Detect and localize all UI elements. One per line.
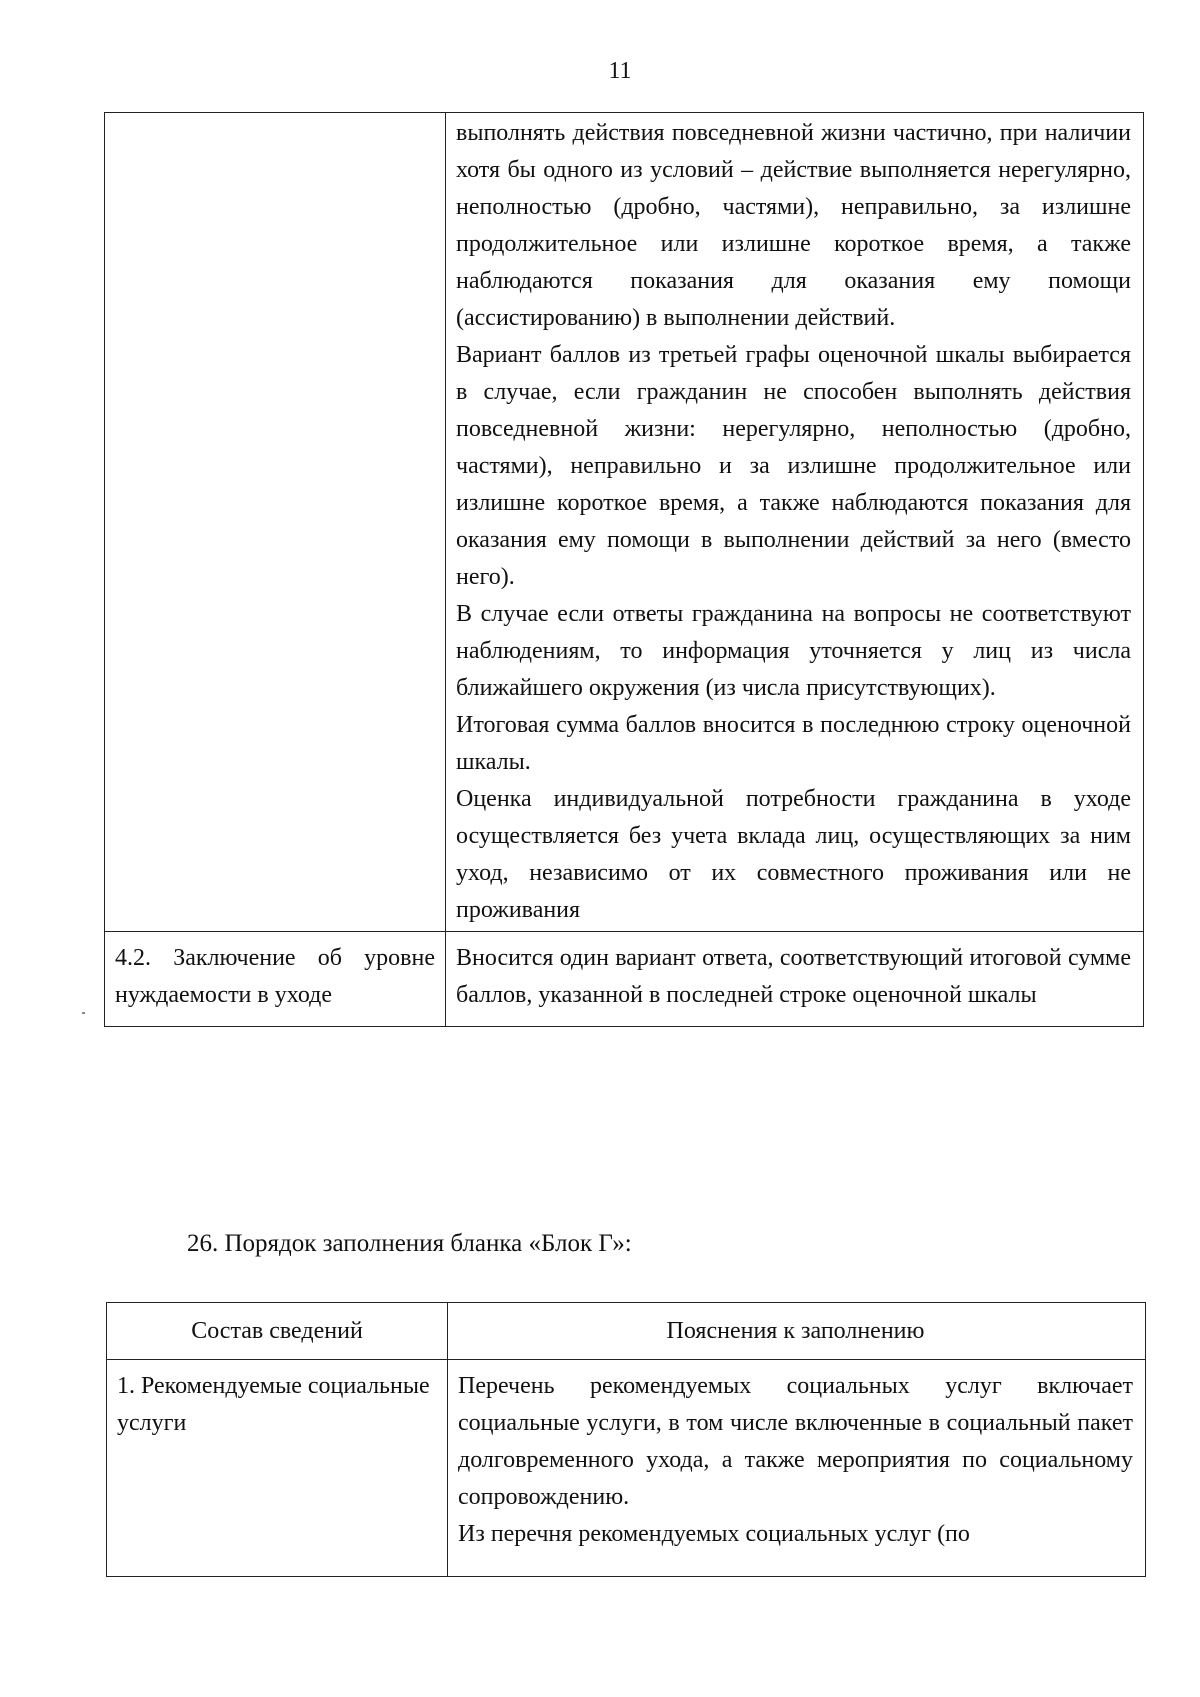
section-heading: 26. Порядок заполнения бланка «Блок Г»: <box>187 1230 632 1257</box>
paragraph: Перечень рекомендуемых социальных услуг включает социальные услуги, в том числе включенные в социальный пакет долговременного ухода, а также мероприятия по социальному сопровождению. <box>458 1373 1133 1510</box>
paragraph: Вносится один вариант ответа, соответствующий итоговой сумме баллов, указанной в последней строке оценочной шкалы <box>456 945 1131 1008</box>
table-header-row <box>107 1303 1146 1360</box>
paragraph: Из перечня рекомендуемых социальных услуг (по <box>458 1521 970 1547</box>
table-row <box>105 932 1144 1027</box>
instructions-table-continued <box>104 112 1144 1027</box>
block-g-table <box>106 1302 1146 1577</box>
paragraph: В случае если ответы гражданина на вопросы не соответствуют наблюдениям, то информация уточняется у лиц из числа ближайшего окружения (из числа присутствующих). <box>456 601 1131 701</box>
table-row <box>105 113 1144 932</box>
table-cell-right <box>446 113 1144 932</box>
paragraph: выполнять действия повседневной жизни частично, при наличии хотя бы одного из условий – действие выполняется нерегулярно, неполностью (дробно, частями), неправильно, за излишне продолжительное или излишне короткое время, а также наблюдаются показания для оказания ему помощи (ассистированию) в выполнении действий. <box>456 120 1131 331</box>
table-cell-left <box>105 113 446 932</box>
paragraph: Итоговая сумма баллов вносится в последнюю строку оценочной шкалы. <box>456 712 1131 775</box>
scan-speck <box>82 1012 85 1014</box>
paragraph: Оценка индивидуальной потребности гражданина в уходе осуществляется без учета вклада лиц, осуществляющих за ним уход, независимо от их совместного проживания или не проживания <box>456 786 1131 923</box>
paragraph: Вариант баллов из третьей графы оценочной шкалы выбирается в случае, если гражданин не способен выполнять действия повседневной жизни: нерегулярно, неполностью (дробно, частями), неправильно и за излишне продолжительное или излишне короткое время, а также наблюдаются показания для оказания ему помощи в выполнении действий за него (вместо него). <box>456 342 1131 590</box>
table-header-cell: Пояснения к заполнению <box>448 1303 1146 1360</box>
page-number: 11 <box>608 58 632 84</box>
table-cell-right <box>448 1360 1146 1577</box>
table-cell-right <box>446 932 1144 1027</box>
table-row <box>107 1360 1146 1577</box>
table-cell-left: 4.2. Заключение об уровне нуждаемости в уходе <box>105 932 446 1027</box>
table-header-cell: Состав сведений <box>107 1303 448 1360</box>
table-cell-left: 1. Рекомендуемые социальные услуги <box>107 1360 448 1577</box>
